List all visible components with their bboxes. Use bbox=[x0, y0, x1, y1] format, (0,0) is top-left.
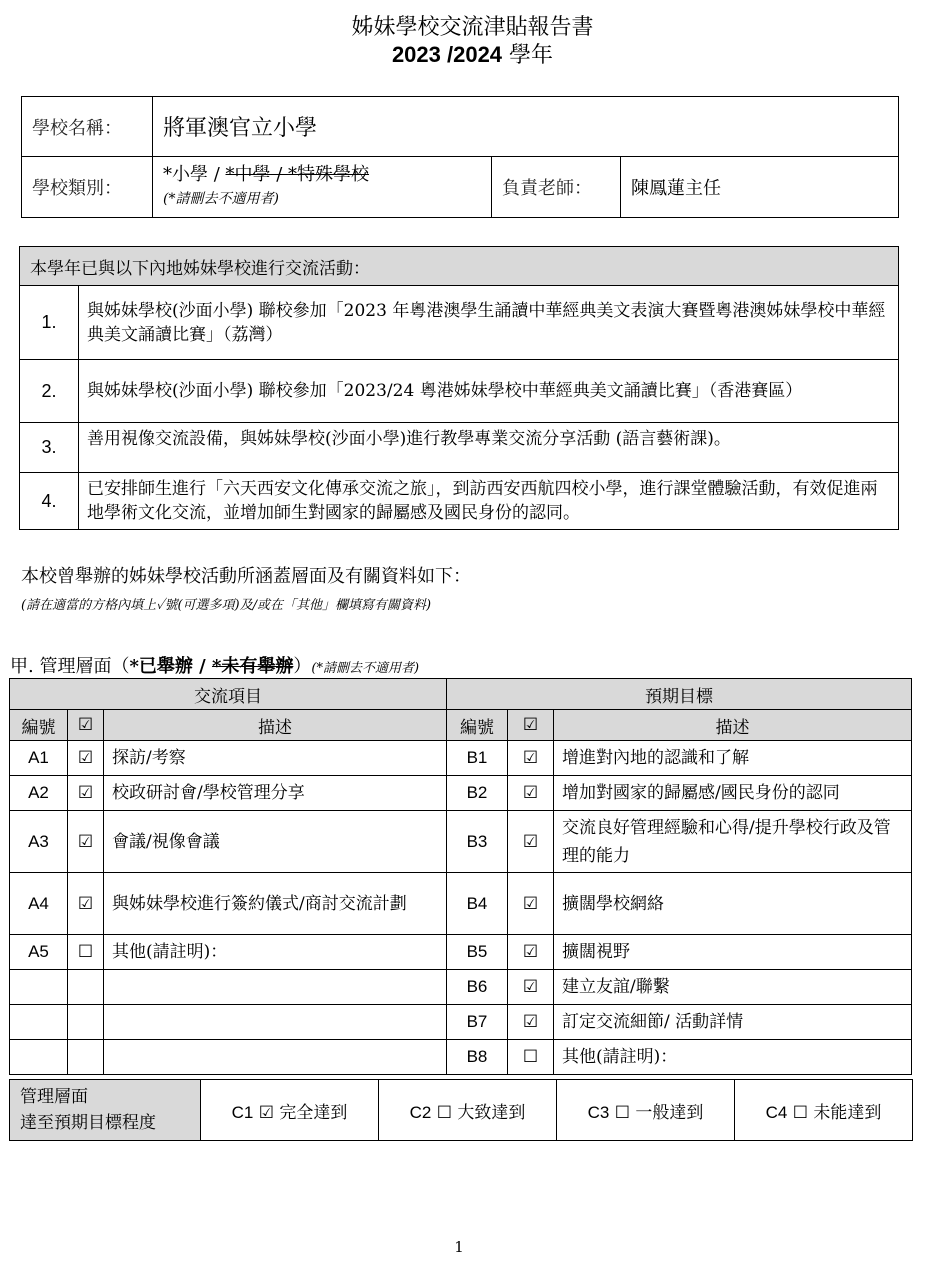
option-code: C4 bbox=[765, 1102, 788, 1122]
achievement-option bbox=[379, 1080, 557, 1141]
checkbox: ☐ bbox=[436, 1102, 452, 1123]
checkbox bbox=[68, 1040, 104, 1075]
type-separator: / bbox=[270, 164, 289, 185]
teacher-name: 陳鳳蓮主任 bbox=[621, 157, 899, 218]
item-code: A2 bbox=[10, 776, 68, 811]
checkbox: ☑ bbox=[508, 970, 554, 1005]
section-note: (*請刪去不適用者) bbox=[311, 661, 420, 676]
item-description: 與姊妹學校進行簽約儀式/商討交流計劃 bbox=[104, 873, 447, 935]
activity-text: 與姊妹學校(沙面小學) 聯校參加「2023/24 粵港姊妹學校中華經典美文誦讀比賽」（香港賽區） bbox=[79, 360, 899, 423]
col-check-header: ☑ bbox=[508, 710, 554, 741]
table-row bbox=[10, 873, 912, 935]
item-description: 會議/視像會議 bbox=[104, 811, 447, 873]
achievement-label bbox=[10, 1080, 201, 1141]
checkbox bbox=[68, 1005, 104, 1040]
goal-code: B4 bbox=[447, 873, 508, 935]
item-code: A3 bbox=[10, 811, 68, 873]
not-held-option: *未有舉辦 bbox=[211, 656, 294, 677]
goal-description: 交流良好管理經驗和心得/提升學校行政及管理的能力 bbox=[554, 811, 912, 873]
school-name: 將軍澳官立小學 bbox=[153, 97, 899, 157]
option-text: 一般達到 bbox=[635, 1102, 704, 1123]
type-secondary: *中學 bbox=[225, 164, 271, 185]
activity-number: 3. bbox=[20, 423, 79, 473]
checkbox: ☑ bbox=[508, 935, 554, 970]
item-code: A4 bbox=[10, 873, 68, 935]
checkbox: ☑ bbox=[508, 776, 554, 811]
page-number: 1 bbox=[454, 1238, 464, 1256]
year-suffix: 學年 bbox=[502, 43, 554, 68]
option-separator: / bbox=[192, 656, 212, 677]
activity-text: 善用視像交流設備，與姊妹學校(沙面小學)進行教學專業交流分享活動 (語言藝術課)。 bbox=[79, 423, 899, 473]
item-description: 其他(請註明)： bbox=[104, 935, 447, 970]
checkbox: ☑ bbox=[68, 811, 104, 873]
type-special: *特殊學校 bbox=[288, 164, 370, 185]
school-type-options bbox=[163, 163, 481, 187]
goal-description: 訂定交流細節/ 活動詳情 bbox=[554, 1005, 912, 1040]
table-row bbox=[10, 811, 912, 873]
school-type-label: 學校類別： bbox=[22, 157, 153, 218]
item-code: A1 bbox=[10, 741, 68, 776]
checkbox: ☐ bbox=[68, 935, 104, 970]
item-description bbox=[104, 970, 447, 1005]
checkbox: ☑ bbox=[68, 776, 104, 811]
item-code: A5 bbox=[10, 935, 68, 970]
item-description: 校政研討會/學校管理分享 bbox=[104, 776, 447, 811]
goal-description: 增進對內地的認識和了解 bbox=[554, 741, 912, 776]
expected-goals-header: 預期目標 bbox=[447, 679, 912, 710]
activities-header: 本學年已與以下內地姊妹學校進行交流活動： bbox=[20, 247, 899, 286]
goal-code: B1 bbox=[447, 741, 508, 776]
option-code: C2 bbox=[409, 1102, 432, 1122]
goal-description: 擴闊學校網絡 bbox=[554, 873, 912, 935]
item-code bbox=[10, 1005, 68, 1040]
item-description bbox=[104, 1040, 447, 1075]
school-year bbox=[0, 38, 945, 69]
year-value: 2023 /2024 bbox=[391, 42, 503, 67]
goal-description: 建立友誼/聯繫 bbox=[554, 970, 912, 1005]
activities-table bbox=[19, 246, 899, 530]
exchange-items-header: 交流項目 bbox=[10, 679, 447, 710]
option-text: 大致達到 bbox=[457, 1102, 526, 1123]
type-note: (*請刪去不適用者) bbox=[163, 191, 279, 207]
table-row bbox=[10, 1040, 912, 1075]
activity-number: 4. bbox=[20, 473, 79, 530]
held-option: *已舉辦 bbox=[129, 656, 193, 677]
col-code-header: 編號 bbox=[447, 710, 508, 741]
section-prefix: 甲. 管理層面（ bbox=[10, 656, 130, 677]
checkbox: ☐ bbox=[614, 1102, 630, 1123]
goal-code: B7 bbox=[447, 1005, 508, 1040]
checkbox: ☑ bbox=[508, 873, 554, 935]
achievement-option bbox=[201, 1080, 379, 1141]
document-title: 姊妹學校交流津貼報告書 bbox=[351, 15, 594, 40]
option-text: 未能達到 bbox=[813, 1102, 882, 1123]
teacher-label: 負責老師： bbox=[492, 157, 621, 218]
item-description bbox=[104, 1005, 447, 1040]
checkbox bbox=[68, 970, 104, 1005]
goal-code: B8 bbox=[447, 1040, 508, 1075]
goal-description: 增加對國家的歸屬感/國民身份的認同 bbox=[554, 776, 912, 811]
table-row bbox=[10, 741, 912, 776]
achievement-option bbox=[735, 1080, 913, 1141]
col-desc-header: 描述 bbox=[554, 710, 912, 741]
goal-code: B2 bbox=[447, 776, 508, 811]
school-name-label: 學校名稱： bbox=[22, 97, 153, 157]
checkbox: ☐ bbox=[508, 1040, 554, 1075]
type-separator: / bbox=[208, 164, 226, 185]
checkbox: ☑ bbox=[508, 741, 554, 776]
col-desc-header: 描述 bbox=[104, 710, 447, 741]
checkbox: ☐ bbox=[792, 1102, 808, 1123]
intro-text: 本校曾舉辦的姊妹學校活動所涵蓋層面及有關資料如下： bbox=[21, 566, 471, 587]
goal-description: 其他(請註明)： bbox=[554, 1040, 912, 1075]
item-description: 探訪/考察 bbox=[104, 741, 447, 776]
table-row bbox=[10, 1005, 912, 1040]
checkbox: ☑ bbox=[258, 1102, 274, 1123]
goal-code: B3 bbox=[447, 811, 508, 873]
intro-instruction: (請在適當的方格內填上✓號(可選多項)及/或在「其他」欄填寫有關資料) bbox=[21, 598, 432, 613]
school-info-table bbox=[21, 96, 899, 218]
option-code: C3 bbox=[587, 1102, 610, 1122]
type-primary: *小學 bbox=[163, 164, 208, 185]
table-row bbox=[10, 970, 912, 1005]
goal-code: B5 bbox=[447, 935, 508, 970]
goal-description: 擴闊視野 bbox=[554, 935, 912, 970]
checkbox: ☑ bbox=[68, 873, 104, 935]
item-code bbox=[10, 1040, 68, 1075]
school-type-cell bbox=[153, 157, 492, 218]
goal-code: B6 bbox=[447, 970, 508, 1005]
checkbox: ☑ bbox=[508, 1005, 554, 1040]
activity-number: 2. bbox=[20, 360, 79, 423]
col-code-header: 編號 bbox=[10, 710, 68, 741]
table-row bbox=[10, 935, 912, 970]
option-text: 完全達到 bbox=[279, 1102, 348, 1123]
achievement-option bbox=[557, 1080, 735, 1141]
option-code: C1 bbox=[231, 1102, 254, 1122]
activity-text: 已安排師生進行「六天西安文化傳承交流之旅」，到訪西安西航四校小學，進行課堂體驗活動，有效促進兩地學術文化交流，並增加師生對國家的歸屬感及國民身份的認同。 bbox=[79, 473, 899, 530]
achievement-table bbox=[9, 1079, 913, 1141]
achievement-label-line: 達至預期目標程度 bbox=[20, 1113, 156, 1133]
achievement-label-line: 管理層面 bbox=[20, 1087, 88, 1107]
activity-number: 1. bbox=[20, 286, 79, 360]
activity-text: 與姊妹學校(沙面小學) 聯校參加「2023 年粵港澳學生誦讀中華經典美文表演大賽暨粵港澳姊妹學校中華經典美文誦讀比賽」（荔灣） bbox=[79, 286, 899, 360]
section-title bbox=[10, 652, 419, 678]
col-check-header: ☑ bbox=[68, 710, 104, 741]
management-grid bbox=[9, 678, 912, 1075]
checkbox: ☑ bbox=[508, 811, 554, 873]
table-row bbox=[10, 776, 912, 811]
item-code bbox=[10, 970, 68, 1005]
checkbox: ☑ bbox=[68, 741, 104, 776]
section-close: ） bbox=[293, 656, 312, 677]
